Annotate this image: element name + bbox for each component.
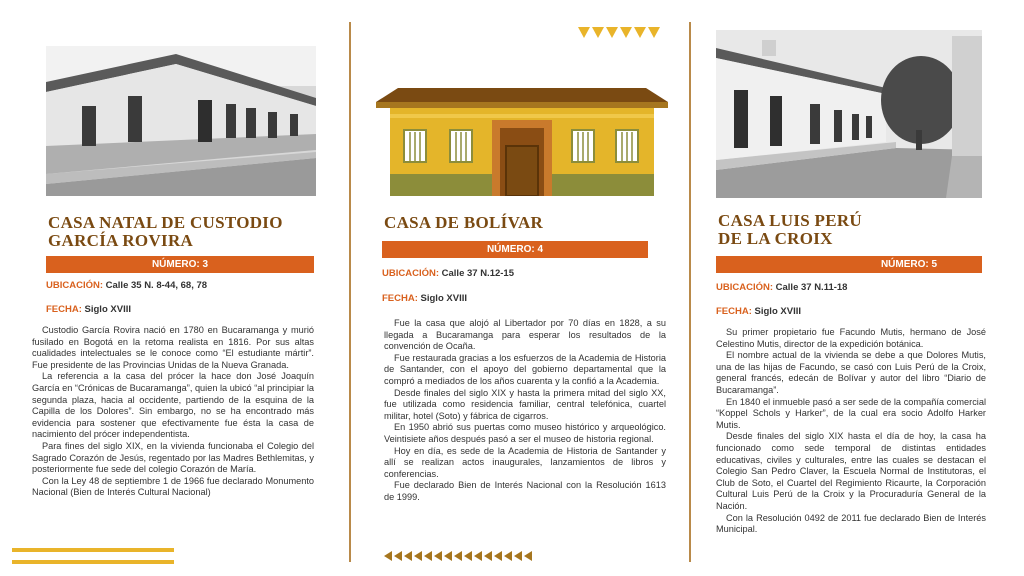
number-badge: NÚMERO: 5 (716, 256, 982, 273)
paragraph: En 1950 abrió sus puertas como museo histórico y arqueológico. Veintisiete años después pasó a ser el museo de historia regional. (384, 422, 666, 444)
paragraph: Hoy en día, es sede de la Academia de Historia de Santander y allí se realizan actos inaugurales, lanzamientos de libros y conferencias. (384, 445, 666, 479)
paragraph: Fue declarado Bien de Interés Nacional con la Resolución 1613 de 1999. (384, 480, 666, 502)
location-label: UBICACIÓN: (716, 282, 773, 293)
description-text (384, 318, 666, 504)
paragraph: Con la Resolución 0492 de 2011 fue declarado Bien de Interés Municipal. (716, 512, 986, 535)
paragraph: Desde finales del siglo XIX hasta el día de hoy, la casa ha funcionado como sede temporal de distintas entidades educativas, civiles y culturales, entre las cuales se destacan el Colegio San Pedro Claver, la Escuela Normal de Institutoras, el Club de Soto, el Cuartel del Regimiento Ricaurte, la Corporación Cultural Luis Perú de la Croix y la Procuraduría General de la Nación. (716, 431, 986, 511)
date-value: Siglo XVIII (84, 304, 131, 315)
location-line (716, 282, 847, 293)
decorative-yellow-bar (12, 560, 174, 564)
date-line (46, 304, 131, 315)
paragraph: Desde finales del siglo XIX y hasta la primera mitad del siglo XX, fue utilizada como residencia familiar, central telefónica, cuartel militar, hotel (Soto) y fábrica de cigarros. (384, 387, 666, 421)
column-divider (689, 22, 691, 562)
location-line (382, 268, 514, 279)
date-value: Siglo XVIII (420, 293, 467, 304)
date-line (716, 306, 801, 317)
location-label: UBICACIÓN: (382, 268, 439, 279)
paragraph: Fue restaurada gracias a los esfuerzos de la Academia de Historia de Santander, con el apoyo del gobierno departamental que la compró a mediados de los años cuarenta y la confió a la Academia. (384, 352, 666, 386)
paragraph: Su primer propietario fue Facundo Mutis, hermano de José Celestino Mutis, director de la expedición botánica. (716, 327, 986, 349)
house-title-bolivar: CASA DE BOLÍVAR (384, 213, 544, 232)
paragraph: Fue la casa que alojó al Libertador por 70 días en 1828, a su llegada a Bucaramanga para esperar los resultados de la convención de Ocaña. (384, 318, 666, 352)
location-line (46, 280, 207, 291)
location-value: Calle 35 N. 8-44, 68, 78 (105, 280, 208, 291)
house-title-garcia-rovira: CASA NATAL DE CUSTODIO GARCÍA ROVIRA (48, 213, 283, 250)
date-line (382, 293, 467, 304)
decorative-arrows (384, 551, 532, 561)
paragraph: Para fines del siglo XIX, en la vivienda funcionaba el Colegio del Sagrado Corazón de Jesús, regentado por las Madres Bethlemitas, y posteriormente fue sede del colegio Corazón de María. (32, 440, 314, 475)
paragraph: Custodio García Rovira nació en 1780 en Bucaramanga y murió fusilado en Bogotá en la retoma realista en 1816. Por sus altas cualidades intelectuales se le conoce como “El estudiante mártir”. Fue presidente de las Provincias Unidas de la Nueva Granada. (32, 325, 314, 370)
house-illustration-bolivar (376, 88, 668, 196)
column-divider (349, 22, 351, 562)
date-value: Siglo XVIII (754, 306, 801, 317)
date-label: FECHA: (716, 306, 752, 317)
location-label: UBICACIÓN: (46, 280, 103, 291)
paragraph: El nombre actual de la vivienda se debe a que Dolores Mutis, una de las hijas de Facundo, se casó con Luis Perú de la Croix, general francés, edecán de Bolívar y autor del libro “Diario de Bucaramanga”. (716, 350, 986, 395)
description-text (716, 327, 986, 536)
description-text (32, 325, 314, 499)
decorative-yellow-bar (12, 548, 174, 552)
number-badge: NÚMERO: 3 (46, 256, 314, 273)
location-value: Calle 37 N.12-15 (441, 268, 514, 279)
paragraph: La referencia a la casa del prócer la hace don José Joaquín García en “Crónicas de Bucaramanga”, quien la ubicó “al principiar la segunda plaza, hacia al occidente, partiendo de la esquina de la Capilla de los Dolores”. Sin embargo, no se ha encontrado más evidencia para sostener que efectivamente fue ésta la casa de nacimiento del prócer independentista. (32, 371, 314, 440)
location-value: Calle 37 N.11-18 (775, 282, 848, 293)
house-photo-peru-de-la-croix (716, 30, 982, 198)
number-badge: NÚMERO: 4 (382, 241, 648, 258)
paragraph: En 1840 el inmueble pasó a ser sede de la compañía comercial “Koppel Schols y Harker”, de la cual era socio Adolfo Harker Mutis. (716, 396, 986, 430)
paragraph: Con la Ley 48 de septiembre 1 de 1966 fue declarado Monumento Nacional (Bien de Interés Cultural Nacional) (32, 475, 314, 498)
date-label: FECHA: (46, 304, 82, 315)
house-title-peru-de-la-croix: CASA LUIS PERÚ DE LA CROIX (718, 211, 863, 248)
date-label: FECHA: (382, 293, 418, 304)
house-photo-garcia-rovira (46, 46, 316, 196)
decorative-triangles (578, 27, 660, 38)
